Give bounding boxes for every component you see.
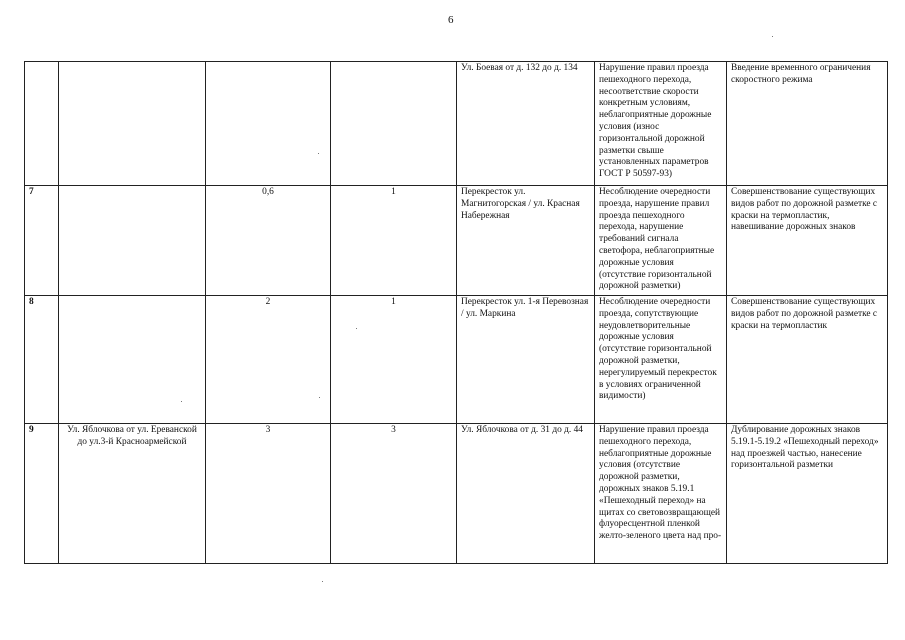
count-value: 1 xyxy=(331,186,457,296)
row-number: 9 xyxy=(25,424,59,564)
scan-speck xyxy=(322,581,323,582)
page-number: 6 xyxy=(448,14,454,26)
scan-speck xyxy=(356,328,357,329)
row-number xyxy=(25,62,59,186)
cause-cell: Нарушение правил проезда пешеходного перехода, неблагоприятные дорожные условия (отсутствие дорожной разметки, дорожных знаков 5.19.1 «Пешеходный переход» на щитах со световозвращающей флуоресцентной пленкой желто-зеленого цвета над про- xyxy=(595,424,727,564)
row-number: 7 xyxy=(25,186,59,296)
count-value: 3 xyxy=(331,424,457,564)
length-value: 2 xyxy=(206,296,331,424)
scan-speck xyxy=(318,153,319,154)
road-segment xyxy=(59,186,206,296)
location-cell: Перекресток ул. 1-я Перевозная / ул. Маркина xyxy=(457,296,595,424)
length-value: 3 xyxy=(206,424,331,564)
location-cell: Ул. Боевая от д. 132 до д. 134 xyxy=(457,62,595,186)
scan-speck xyxy=(181,401,182,402)
road-segment: Ул. Яблочкова от ул. Ереванской до ул.3-й Красноармейской xyxy=(59,424,206,564)
location-cell: Перекресток ул. Магнитогорская / ул. Красная Набережная xyxy=(457,186,595,296)
cause-cell: Несоблюдение очередности проезда, сопутствующие неудовлетворительные дорожные условия (отсутствие горизонтальной дорожной разметки, нерегулируемый перекресток в условиях ограниченной видимости) xyxy=(595,296,727,424)
scan-speck xyxy=(772,36,773,37)
length-value: 0,6 xyxy=(206,186,331,296)
measure-cell: Введение временного ограничения скоростного режима xyxy=(727,62,888,186)
measure-cell: Совершенствование существующих видов работ по дорожной разметке с краски на термопластик, навешивание дорожных знаков xyxy=(727,186,888,296)
table-row xyxy=(25,62,888,186)
count-value: 1 xyxy=(331,296,457,424)
scan-speck xyxy=(319,397,320,398)
measure-cell: Совершенствование существующих видов работ по дорожной разметке с краски на термопластик xyxy=(727,296,888,424)
accident-sites-table xyxy=(24,61,888,564)
measure-cell: Дублирование дорожных знаков 5.19.1-5.19.2 «Пешеходный переход» над проезжей частью, нанесение горизонтальной разметки xyxy=(727,424,888,564)
cause-cell: Нарушение правил проезда пешеходного перехода, несоответствие скорости конкретным условиям, неблагоприятные дорожные условия (износ горизонтальной дорожной разметки свыше установленных параметров ГОСТ Р 50597-93) xyxy=(595,62,727,186)
table-row xyxy=(25,296,888,424)
road-segment xyxy=(59,296,206,424)
table-row xyxy=(25,424,888,564)
cause-cell: Несоблюдение очередности проезда, нарушение правил проезда пешеходного перехода, нарушение требований сигнала светофора, неблагоприятные дорожные условия (отсутствие горизонтальной дорожной разметки) xyxy=(595,186,727,296)
table-row xyxy=(25,186,888,296)
length-value xyxy=(206,62,331,186)
row-number: 8 xyxy=(25,296,59,424)
count-value xyxy=(331,62,457,186)
road-segment xyxy=(59,62,206,186)
location-cell: Ул. Яблочкова от д. 31 до д. 44 xyxy=(457,424,595,564)
